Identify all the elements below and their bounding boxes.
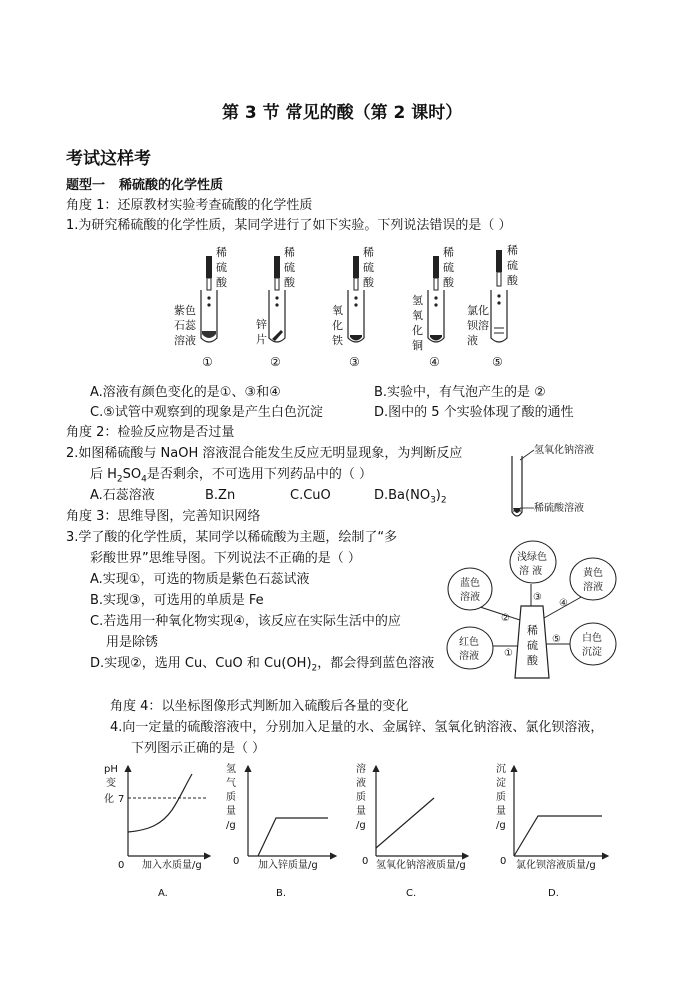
graph-b-ylabel-1: 氢 bbox=[226, 764, 236, 775]
graph-a-seven: 7 bbox=[118, 794, 125, 805]
tube-5-label-3: 液 bbox=[467, 334, 478, 347]
question-2-line-1: 2.如图稀硫酸与 NaOH 溶液混合能发生反应无明显现象，为判断反应 bbox=[66, 446, 463, 461]
page-title: 第 3 节 常见的酸（第 2 课时） bbox=[222, 103, 463, 123]
graph-d-ylabel-5: /g bbox=[496, 820, 506, 831]
tube-3-number: ③ bbox=[349, 355, 360, 369]
graph-b-letter: B. bbox=[276, 888, 287, 899]
graph-a-ylabel-3: 化 bbox=[104, 794, 114, 805]
graph-c bbox=[356, 762, 468, 899]
question-4-line-1: 4.向一定量的硫酸溶液中，分别加入足量的水、金属锌、氢氧化钠溶液、氯化钡溶液， bbox=[110, 720, 604, 735]
graph-c-xlabel: 氢氧化钠溶液质量/g bbox=[376, 860, 466, 871]
tube-5-dropper-label-2: 硫 bbox=[507, 259, 518, 272]
tube-3-dropper-label-1: 稀 bbox=[363, 246, 374, 259]
tube-5-label-2: 钡溶 bbox=[467, 319, 489, 332]
graph-d-letter: D. bbox=[548, 888, 559, 899]
tube-3-dropper-label-2: 硫 bbox=[363, 261, 374, 274]
q2-sub-4: 4 bbox=[141, 474, 147, 485]
q1-test-tubes-figure bbox=[160, 242, 540, 372]
q2-sub-2: 2 bbox=[116, 474, 123, 485]
tube-2-dropper-label-3: 酸 bbox=[284, 276, 295, 289]
node-white bbox=[570, 623, 616, 665]
map-num-4: ④ bbox=[559, 598, 568, 609]
test-tube-3 bbox=[332, 245, 375, 369]
map-num-1: ① bbox=[504, 648, 513, 659]
graph-b-origin: 0 bbox=[233, 856, 240, 867]
tube-3-label-2: 化 bbox=[332, 319, 343, 332]
graph-c-ylabel-4: 量 bbox=[356, 806, 366, 817]
q1-option-c: C.⑤试管中观察到的现象是产生白色沉淀 bbox=[90, 405, 323, 420]
tube-5-number: ⑤ bbox=[492, 355, 503, 369]
tube-2-dropper-label-2: 硫 bbox=[284, 261, 295, 274]
graph-d-ylabel-3: 质 bbox=[496, 792, 506, 803]
graph-a-xlabel: 加入水质量/g bbox=[142, 860, 202, 871]
graph-a bbox=[104, 764, 210, 899]
map-num-3: ③ bbox=[533, 592, 542, 603]
graph-c-origin: 0 bbox=[362, 856, 369, 867]
graph-d-ylabel-2: 淀 bbox=[496, 778, 506, 789]
node-2-text-1: 蓝色 bbox=[460, 578, 480, 589]
tube-1-label-2: 石蕊 bbox=[174, 319, 196, 332]
node-3-text-2: 溶液 bbox=[583, 582, 603, 593]
node-4-text-1: 红色 bbox=[459, 637, 479, 648]
map-num-5: ⑤ bbox=[552, 634, 561, 645]
q1-option-a: A.溶液有颜色变化的是①、③和④ bbox=[90, 385, 281, 400]
tube-5-dropper-label-1: 稀 bbox=[507, 244, 518, 257]
graph-d-origin: 0 bbox=[500, 856, 507, 867]
topic-number: 题型一 bbox=[66, 178, 106, 193]
graph-b-line bbox=[258, 818, 328, 856]
q2-line2-pre: 后 H bbox=[90, 467, 117, 482]
q1-option-d: D.图中的 5 个实验体现了酸的通性 bbox=[374, 405, 574, 420]
node-1-text-2: 溶 液 bbox=[519, 566, 543, 577]
node-2-text-2: 溶液 bbox=[460, 592, 480, 603]
q3-optd-post: ，都会得到蓝色溶液 bbox=[317, 656, 435, 671]
q3-option-c-1: C.若选用一种氧化物实现④，该反应在实际生活中的应 bbox=[90, 614, 401, 629]
graph-d bbox=[496, 763, 608, 899]
q3-option-b: B.实现③，可选用的单质是 Fe bbox=[90, 593, 264, 608]
graph-c-line bbox=[376, 798, 434, 848]
tube-4-label-1: 氢 bbox=[412, 294, 423, 307]
center-text-3: 酸 bbox=[527, 654, 538, 667]
angle-4: 角度 4：以坐标图像形式判断加入硫酸后各量的变化 bbox=[110, 699, 409, 714]
test-tube-4 bbox=[412, 245, 455, 369]
graph-d-xlabel: 氯化钡溶液质量/g bbox=[516, 860, 596, 871]
tube-4-label-4: 铜 bbox=[412, 339, 423, 352]
graph-d-line bbox=[514, 816, 602, 856]
node-red bbox=[447, 627, 493, 669]
q2-optd-pre: D.Ba(NO bbox=[374, 488, 431, 503]
question-3-line-1: 3.学了酸的化学性质，某同学以稀硫酸为主题，绘制了“多 bbox=[66, 530, 398, 545]
tube-1-number: ① bbox=[202, 355, 213, 369]
section-heading: 考试这样考 bbox=[66, 149, 151, 169]
graph-c-ylabel-1: 溶 bbox=[356, 764, 366, 775]
tube-1-dropper-label-3: 酸 bbox=[216, 276, 227, 289]
tube-4-dropper-label-3: 酸 bbox=[443, 276, 454, 289]
graph-c-ylabel-2: 液 bbox=[356, 778, 366, 789]
tube-2-number: ② bbox=[270, 355, 281, 369]
angle-3: 角度 3：思维导图，完善知识网络 bbox=[66, 509, 261, 524]
q4-graphs bbox=[100, 758, 620, 904]
q3-optd-sub: 2 bbox=[311, 663, 318, 674]
angle-1: 角度 1：还原教材实验考查硫酸的化学性质 bbox=[66, 198, 313, 213]
center-text-2: 硫 bbox=[527, 639, 538, 652]
tube-5-dropper-label-3: 酸 bbox=[507, 274, 518, 287]
question-4-line-2: 下列图示正确的是（ ） bbox=[131, 741, 266, 756]
q3-optd-pre: D.实现②，选用 Cu、CuO 和 Cu(OH) bbox=[90, 656, 312, 671]
graph-b bbox=[226, 762, 336, 899]
graph-a-curve bbox=[128, 774, 192, 832]
graph-c-ylabel-5: /g bbox=[356, 820, 366, 831]
q2-optd-sub: 3 bbox=[430, 495, 436, 506]
tube-4-dropper-label-2: 硫 bbox=[443, 261, 454, 274]
map-num-2: ② bbox=[501, 613, 510, 624]
center-text-1: 稀 bbox=[527, 624, 538, 637]
node-blue bbox=[448, 568, 492, 610]
tube-4-label-2: 氧 bbox=[412, 309, 423, 322]
node-yellow bbox=[570, 558, 616, 600]
q2-option-b: B.Zn bbox=[205, 488, 236, 503]
q3-option-a: A.实现①，可选的物质是紫色石蕊试液 bbox=[90, 572, 310, 587]
node-5-text-2: 沉淀 bbox=[582, 647, 602, 658]
graph-c-letter: C. bbox=[406, 888, 417, 899]
node-5-text-1: 白色 bbox=[582, 633, 602, 644]
q2-so: SO bbox=[122, 467, 142, 482]
graph-d-ylabel-1: 沉 bbox=[496, 764, 506, 775]
angle-2: 角度 2：检验反应物是否过量 bbox=[66, 425, 235, 440]
graph-a-origin: 0 bbox=[118, 860, 125, 871]
q2-fig-bottom-label: 稀硫酸溶液 bbox=[534, 503, 584, 514]
node-3-text-1: 黄色 bbox=[583, 568, 603, 579]
test-tube-2 bbox=[256, 245, 296, 369]
graph-a-ylabel-1: pH bbox=[104, 764, 118, 775]
tube-4-number: ④ bbox=[429, 355, 440, 369]
graph-d-ylabel-4: 量 bbox=[496, 806, 506, 817]
q2-fig-top-label: 氢氧化钠溶液 bbox=[534, 445, 594, 456]
q2-option-c: C.CuO bbox=[290, 488, 331, 503]
graph-b-ylabel-5: /g bbox=[226, 820, 236, 831]
q3-option-c-2: 用是除锈 bbox=[106, 635, 159, 650]
tube-2-label-1: 锌 bbox=[256, 318, 267, 331]
tube-3-dropper-label-3: 酸 bbox=[363, 276, 374, 289]
tube-1-dropper-label-1: 稀 bbox=[216, 246, 227, 259]
node-1-text-1: 浅绿色 bbox=[517, 552, 547, 563]
tube-4-dropper-label-1: 稀 bbox=[443, 246, 454, 259]
node-4-text-2: 溶液 bbox=[459, 651, 479, 662]
question-3-line-2: 彩酸世界”思维导图。下列说法不正确的是（ ） bbox=[90, 551, 361, 566]
q1-option-b: B.实验中，有气泡产生的是 ② bbox=[374, 385, 546, 400]
tube-1-label-3: 溶液 bbox=[174, 334, 196, 347]
graph-b-ylabel-3: 质 bbox=[226, 792, 236, 803]
q2-option-d bbox=[374, 487, 447, 504]
tube-5-label-1: 氯化 bbox=[467, 304, 489, 317]
q2-test-tube-figure bbox=[500, 436, 620, 526]
q3-mind-map bbox=[444, 538, 624, 688]
tube-2-label-2: 片 bbox=[256, 333, 267, 346]
test-tube-5 bbox=[467, 243, 519, 369]
q2-optd-post: ) bbox=[435, 488, 441, 503]
tube-4-label-3: 化 bbox=[412, 324, 423, 337]
tube-3-label-3: 铁 bbox=[332, 334, 343, 347]
graph-b-ylabel-4: 量 bbox=[226, 806, 236, 817]
tube-1-dropper-label-2: 硫 bbox=[216, 261, 227, 274]
graph-c-ylabel-3: 质 bbox=[356, 792, 366, 803]
question-1-stem: 1.为研究稀硫酸的化学性质，某同学进行了如下实验。下列说法错误的是（ ） bbox=[66, 218, 512, 233]
graph-a-ylabel-2: 变 bbox=[106, 778, 116, 789]
tube-1-label-1: 紫色 bbox=[174, 304, 196, 317]
q2-line2-post: 是否剩余，不可选用下列药品中的（ ） bbox=[146, 467, 373, 482]
test-tube-1 bbox=[174, 245, 228, 369]
tube-3-label-1: 氧 bbox=[332, 304, 343, 317]
topic-label bbox=[66, 177, 223, 194]
q2-option-a: A.石蕊溶液 bbox=[90, 488, 155, 503]
graph-b-xlabel: 加入锌质量/g bbox=[258, 860, 318, 871]
topic-name: 稀硫酸的化学性质 bbox=[119, 178, 224, 193]
q3-option-d bbox=[90, 655, 434, 672]
graph-a-letter: A. bbox=[158, 888, 168, 899]
graph-b-ylabel-2: 气 bbox=[226, 778, 236, 789]
q2-optd-sub2: 2 bbox=[440, 495, 447, 506]
question-2-line-2 bbox=[90, 466, 372, 483]
tube-2-dropper-label-1: 稀 bbox=[284, 246, 295, 259]
